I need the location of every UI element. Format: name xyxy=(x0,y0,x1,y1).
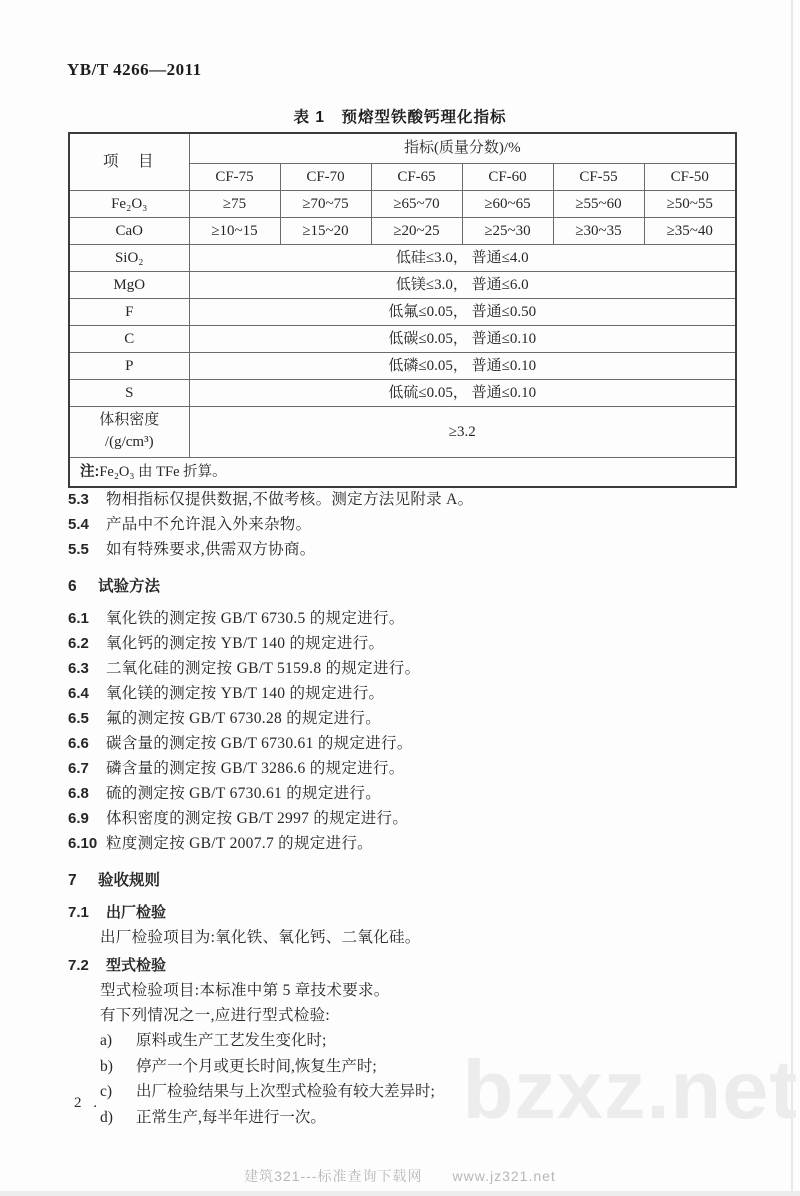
clause-number: 5.4 xyxy=(68,516,89,533)
cell-merged-value: 低碳≤0.05， 普通≤0.10 xyxy=(189,326,736,353)
cell-merged-value: 低氟≤0.05， 普通≤0.50 xyxy=(189,299,736,326)
header-grade: CF-55 xyxy=(553,164,644,191)
clause-title: 出厂检验 xyxy=(106,904,167,921)
header-item-col: 项 目 xyxy=(69,133,189,191)
clause-title: 型式检验 xyxy=(106,957,167,974)
header-grade: CF-50 xyxy=(644,164,736,191)
clause-7-2-heading xyxy=(68,953,740,978)
table-row-density xyxy=(69,407,736,458)
spec-table xyxy=(68,132,737,488)
clause-5-3 xyxy=(68,487,740,512)
clause-6-9 xyxy=(68,806,740,831)
list-text: 正常生产,每半年进行一次。 xyxy=(136,1108,326,1126)
clause-6-7 xyxy=(68,756,740,781)
row-item-label: S xyxy=(69,380,189,407)
cell-value: ≥50~55 xyxy=(644,191,736,218)
clause-number: 6.8 xyxy=(68,785,89,802)
table-row xyxy=(69,326,736,353)
clause-6-6 xyxy=(68,731,740,756)
clause-number: 6.5 xyxy=(68,710,89,727)
clause-number: 6.9 xyxy=(68,810,89,827)
cell-value: ≥60~65 xyxy=(462,191,553,218)
chapter-6-heading xyxy=(68,574,740,599)
table-header-row-1 xyxy=(69,133,736,164)
table-row xyxy=(69,218,736,245)
list-text: 停产一个月或更长时间,恢复生产时; xyxy=(136,1057,377,1075)
clause-5-4 xyxy=(68,512,740,537)
table-row xyxy=(69,380,736,407)
row-item-label: C xyxy=(69,326,189,353)
clause-text: 物相指标仅提供数据,不做考核。测定方法见附录 A。 xyxy=(106,491,474,508)
scan-edge-bottom xyxy=(0,1191,800,1196)
header-grade: CF-60 xyxy=(462,164,553,191)
cell-merged-value: 低磷≤0.05， 普通≤0.10 xyxy=(189,353,736,380)
clause-7-1-body: 出厂检验项目为:氧化铁、氧化钙、二氧化硅。 xyxy=(100,929,421,946)
document-body xyxy=(68,487,740,1130)
table-note-row xyxy=(69,458,736,488)
clause-6-8 xyxy=(68,781,740,806)
row-item-label: CaO xyxy=(69,218,189,245)
standard-code: YB/T 4266—2011 xyxy=(67,60,202,79)
cell-value: ≥30~35 xyxy=(553,218,644,245)
page-number: 2 . xyxy=(74,1095,101,1111)
row-item-label: F xyxy=(69,299,189,326)
row-item-label: MgO xyxy=(69,272,189,299)
header-grade: CF-70 xyxy=(280,164,371,191)
list-label: d) xyxy=(100,1108,113,1126)
density-name: 体积密度 xyxy=(99,412,160,429)
clause-6-2 xyxy=(68,631,740,656)
chapter-title: 验收规则 xyxy=(98,872,161,889)
cell-value: ≥65~70 xyxy=(371,191,462,218)
header-grade: CF-75 xyxy=(189,164,280,191)
scan-edge-right xyxy=(791,0,793,1196)
list-label: a) xyxy=(100,1032,113,1049)
table-row xyxy=(69,299,736,326)
clause-text: 氧化铁的测定按 GB/T 6730.5 的规定进行。 xyxy=(106,610,405,627)
clause-text: 粒度测定按 GB/T 2007.7 的规定进行。 xyxy=(106,835,373,852)
cell-value: ≥20~25 xyxy=(371,218,462,245)
clause-6-5 xyxy=(68,706,740,731)
clause-6-10 xyxy=(68,831,740,856)
clause-7-2-body-2: 有下列情况之一,应进行型式检验: xyxy=(100,1007,330,1024)
clause-number: 6.6 xyxy=(68,735,89,752)
clause-text: 氧化镁的测定按 YB/T 140 的规定进行。 xyxy=(106,685,385,702)
clause-number: 6.4 xyxy=(68,685,89,702)
clause-text: 氧化钙的测定按 YB/T 140 的规定进行。 xyxy=(106,635,385,652)
row-item-label: P xyxy=(69,353,189,380)
watermark-text: bzxz.net xyxy=(462,1043,798,1136)
note-text: Fe₂O₃ 由 TFe 折算。 xyxy=(99,463,227,480)
clause-number: 6.7 xyxy=(68,760,89,777)
table-row xyxy=(69,245,736,272)
cell-merged-value: ≥3.2 xyxy=(189,407,736,458)
list-text: 原料或生产工艺发生变化时; xyxy=(136,1032,327,1049)
row-item-label xyxy=(69,407,189,458)
clause-text: 如有特殊要求,供需双方协商。 xyxy=(106,541,316,558)
clause-5-5 xyxy=(68,537,740,562)
table-row xyxy=(69,191,736,218)
clause-number: 6.3 xyxy=(68,660,89,677)
cell-value: ≥35~40 xyxy=(644,218,736,245)
clause-7-2-body-1: 型式检验项目:本标准中第 5 章技术要求。 xyxy=(100,982,390,999)
table-row xyxy=(69,353,736,380)
list-text: 出厂检验结果与上次型式检验有较大差异时; xyxy=(136,1083,435,1100)
header-group: 指标(质量分数)/% xyxy=(189,133,736,164)
cell-value: ≥25~30 xyxy=(462,218,553,245)
chapter-number: 7 xyxy=(68,872,77,889)
clause-number: 7.2 xyxy=(68,957,89,974)
list-label: b) xyxy=(100,1057,113,1075)
table-note xyxy=(69,458,736,488)
chapter-7-heading xyxy=(68,868,740,893)
cell-merged-value: 低镁≤3.0， 普通≤6.0 xyxy=(189,272,736,299)
clause-number: 5.5 xyxy=(68,541,89,558)
row-item-label: SiO₂ xyxy=(69,245,189,272)
footer-site-credit: 建筑321---标准查询下载网 www.jz321.net xyxy=(244,1168,556,1184)
clause-6-1 xyxy=(68,606,740,631)
cell-value: ≥70~75 xyxy=(280,191,371,218)
header-grade: CF-65 xyxy=(371,164,462,191)
list-label: c) xyxy=(100,1083,113,1100)
cell-value: ≥55~60 xyxy=(553,191,644,218)
clause-number: 6.1 xyxy=(68,610,89,627)
note-label: 注: xyxy=(80,463,100,480)
clause-6-3 xyxy=(68,656,740,681)
table-row xyxy=(69,272,736,299)
clause-7-1-heading xyxy=(68,900,740,925)
cell-merged-value: 低硅≤3.0， 普通≤4.0 xyxy=(189,245,736,272)
clause-text: 碳含量的测定按 GB/T 6730.61 的规定进行。 xyxy=(106,735,413,752)
clause-text: 二氧化硅的测定按 GB/T 5159.8 的规定进行。 xyxy=(106,660,421,677)
clause-text: 硫的测定按 GB/T 6730.61 的规定进行。 xyxy=(106,785,382,802)
density-unit: /(g/cm³) xyxy=(104,434,154,450)
table-title: 表 1 预熔型铁酸钙理化指标 xyxy=(293,109,507,126)
clause-6-4 xyxy=(68,681,740,706)
cell-value: ≥10~15 xyxy=(189,218,280,245)
chapter-title: 试验方法 xyxy=(98,578,161,595)
clause-number: 7.1 xyxy=(68,904,89,921)
cell-merged-value: 低硫≤0.05， 普通≤0.10 xyxy=(189,380,736,407)
cell-value: ≥15~20 xyxy=(280,218,371,245)
clause-number: 5.3 xyxy=(68,491,89,508)
cell-value: ≥75 xyxy=(189,191,280,218)
clause-text: 体积密度的测定按 GB/T 2997 的规定进行。 xyxy=(106,810,409,827)
clause-number: 6.2 xyxy=(68,635,89,652)
chapter-number: 6 xyxy=(68,578,77,595)
clause-number: 6.10 xyxy=(68,835,98,852)
clause-text: 氟的测定按 GB/T 6730.28 的规定进行。 xyxy=(106,710,382,727)
clause-text: 产品中不允许混入外来杂物。 xyxy=(106,516,312,533)
row-item-label: Fe₂O₃ xyxy=(69,191,189,218)
clause-text: 磷含量的测定按 GB/T 3286.6 的规定进行。 xyxy=(106,760,405,777)
